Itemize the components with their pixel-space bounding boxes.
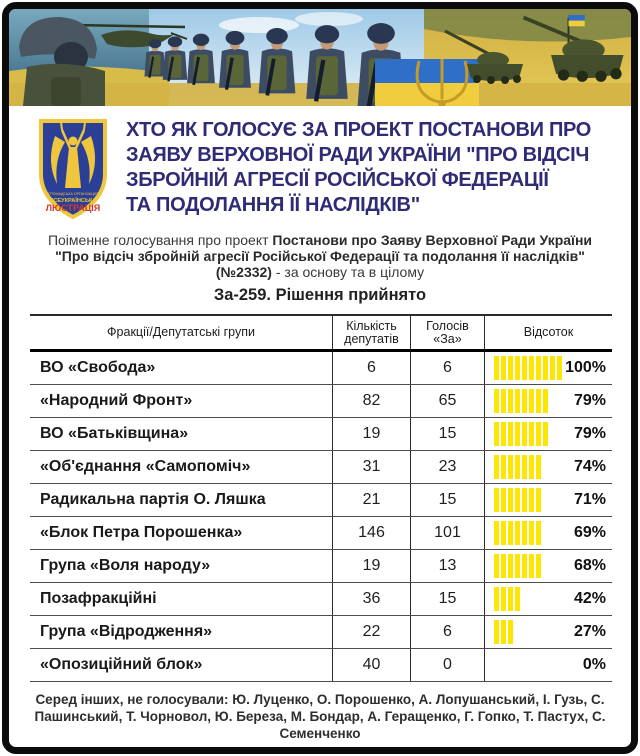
bar-segment xyxy=(515,389,520,413)
votes-for-count: 15 xyxy=(410,484,484,516)
bar-segment xyxy=(501,587,506,611)
votes-for-count: 65 xyxy=(410,385,484,417)
bar-segment xyxy=(529,521,534,545)
bar-segment xyxy=(522,455,527,479)
cloud xyxy=(219,17,299,33)
bar-segment xyxy=(515,488,520,512)
bar-segment xyxy=(522,554,527,578)
percent-bar xyxy=(494,356,562,380)
bar-segment xyxy=(494,587,499,611)
deputies-count: 6 xyxy=(332,352,410,384)
percent-label: 68% xyxy=(573,557,606,574)
title-line: ЗБРОЙНІЙ АГРЕСІЇ РОСІЙСЬКОЇ ФЕДЕРАЦІЇ xyxy=(126,169,549,191)
bar-segment xyxy=(550,356,555,380)
bar-segment xyxy=(529,455,534,479)
bar-segment xyxy=(494,521,499,545)
bar-segment xyxy=(536,422,541,446)
title-line: ХТО ЯК ГОЛОСУЄ ЗА ПРОЕКТ ПОСТАНОВИ ПРО xyxy=(126,119,592,141)
votes-for-count: 6 xyxy=(410,352,484,384)
bar-segment xyxy=(515,422,520,446)
table-header-row xyxy=(30,316,612,352)
percent-label: 74% xyxy=(573,458,606,475)
table-row xyxy=(30,583,612,616)
header-percent: Відсоток xyxy=(484,316,612,349)
percent-cell xyxy=(484,550,612,582)
bar-segment xyxy=(557,356,562,380)
percent-cell xyxy=(484,583,612,615)
votes-for-count: 23 xyxy=(410,451,484,483)
bar-segment xyxy=(515,554,520,578)
ukraine-flag-icon xyxy=(375,59,479,106)
bar-segment xyxy=(501,356,506,380)
votes-for-count: 15 xyxy=(410,583,484,615)
percent-label: 79% xyxy=(573,392,606,409)
logo-org-small: ГРОМАДСЬКА ОРГАНІЗАЦІЯ xyxy=(48,192,98,196)
voting-table xyxy=(30,314,612,682)
bar-segment xyxy=(515,455,520,479)
percent-cell xyxy=(484,517,612,549)
bar-segment xyxy=(494,455,499,479)
percent-cell xyxy=(484,484,612,516)
percent-bar xyxy=(494,521,541,545)
bar-segment xyxy=(508,587,513,611)
table-row xyxy=(30,616,612,649)
percent-cell xyxy=(484,649,612,681)
percent-label: 27% xyxy=(573,623,606,640)
bar-segment xyxy=(522,488,527,512)
percent-cell xyxy=(484,352,612,384)
vote-result: За-259. Рішення прийнято xyxy=(213,286,427,304)
table-rows xyxy=(30,352,612,682)
bar-segment xyxy=(536,356,541,380)
bar-segment xyxy=(515,587,520,611)
bar-segment xyxy=(508,422,513,446)
bar-segment xyxy=(529,554,534,578)
percent-cell xyxy=(484,451,612,483)
cloud xyxy=(295,12,363,26)
bar-segment xyxy=(501,422,506,446)
bar-segment xyxy=(508,455,513,479)
table-row xyxy=(30,550,612,583)
percent-cell xyxy=(484,418,612,450)
bar-segment xyxy=(529,422,534,446)
bar-segment xyxy=(529,356,534,380)
intro-suffix: - за основу та в цілому xyxy=(271,264,425,280)
table-row xyxy=(30,418,612,451)
percent-label: 69% xyxy=(573,524,606,541)
bar-segment xyxy=(501,488,506,512)
votes-for-count: 6 xyxy=(410,616,484,648)
bar-segment xyxy=(515,521,520,545)
table-row xyxy=(30,517,612,550)
table-row xyxy=(30,385,612,418)
bar-segment xyxy=(494,488,499,512)
percent-label: 79% xyxy=(573,425,606,442)
votes-for-count: 13 xyxy=(410,550,484,582)
percent-label: 0% xyxy=(582,656,606,673)
percent-label: 100% xyxy=(565,359,606,376)
logo-org-name: ЛЮСТРАЦІЯ xyxy=(45,203,101,213)
title-line: ТА ПОДОЛАННЯ ЇЇ НАСЛІДКІВ" xyxy=(126,194,420,216)
deputies-count: 19 xyxy=(332,418,410,450)
bar-segment xyxy=(508,620,513,644)
bar-segment xyxy=(536,389,541,413)
lustration-logo xyxy=(33,116,113,220)
bar-segment xyxy=(501,620,506,644)
deputies-count: 40 xyxy=(332,649,410,681)
votes-for-count: 15 xyxy=(410,418,484,450)
faction-name: ВО «Батьківщина» xyxy=(40,425,189,442)
bar-segment xyxy=(522,521,527,545)
bar-segment xyxy=(501,455,506,479)
bar-segment xyxy=(543,356,548,380)
intro-bold: Постанови про Заяву Верховної Ради України "Про відсіч збройній агресії Російської Федерації та подолання її наслідків" (№2332) xyxy=(55,232,593,280)
faction-name: Позафракційні xyxy=(40,590,157,607)
bar-segment xyxy=(508,356,513,380)
deputies-count: 82 xyxy=(332,385,410,417)
faction-name: «Опозиційний блок» xyxy=(40,656,203,673)
deputies-count: 31 xyxy=(332,451,410,483)
table-row xyxy=(30,649,612,682)
header-photo-banner xyxy=(9,9,631,106)
table-row xyxy=(30,451,612,484)
deputies-count: 36 xyxy=(332,583,410,615)
bar-segment xyxy=(529,389,534,413)
votes-for-count: 0 xyxy=(410,649,484,681)
header-factions: Фракції/Депутатські групи xyxy=(107,325,255,339)
footer-note: Серед інших, не голосували: Ю. Луценко, О. Порошенко, А. Лопушанський, І. Гузь, С. Пашинський, Т. Чорновол, Ю. Береза, М. Бондар, А. Геращенко, Г. Гопко, Т. Пастух, С. Семенченко xyxy=(34,692,606,741)
bar-segment xyxy=(515,356,520,380)
percent-cell xyxy=(484,385,612,417)
bar-segment xyxy=(501,554,506,578)
deputies-count: 21 xyxy=(332,484,410,516)
percent-bar xyxy=(494,488,541,512)
bar-segment xyxy=(501,521,506,545)
bar-segment xyxy=(508,488,513,512)
bar-segment xyxy=(529,488,534,512)
faction-name: ВО «Свобода» xyxy=(40,359,156,376)
faction-name: Група «Відродження» xyxy=(40,623,213,640)
bar-segment xyxy=(543,389,548,413)
banner-collage xyxy=(9,9,631,106)
intro-prefix: Поіменне голосування про проект xyxy=(47,232,273,248)
bar-segment xyxy=(494,389,499,413)
logo-org-mid: ВСЕУКРАЇНСЬКА xyxy=(49,198,97,204)
title-section xyxy=(9,106,631,224)
bar-segment xyxy=(494,554,499,578)
percent-bar xyxy=(494,455,541,479)
deputies-count: 146 xyxy=(332,517,410,549)
bar-segment xyxy=(522,422,527,446)
bar-segment xyxy=(522,356,527,380)
percent-bar xyxy=(494,422,548,446)
page-title xyxy=(126,118,591,218)
faction-name: «Народний Фронт» xyxy=(40,392,193,409)
bar-segment xyxy=(536,488,541,512)
bar-segment xyxy=(494,356,499,380)
faction-name: Група «Воля народу» xyxy=(40,557,211,574)
intro-paragraph xyxy=(31,232,609,280)
percent-bar xyxy=(494,620,513,644)
bar-segment xyxy=(536,455,541,479)
bar-segment xyxy=(522,389,527,413)
header-votes-for: Голосів «За» xyxy=(410,316,484,349)
bar-segment xyxy=(508,389,513,413)
bar-segment xyxy=(501,389,506,413)
faction-name: «Блок Петра Порошенка» xyxy=(40,524,243,541)
infographic-frame xyxy=(2,2,638,754)
percent-bar xyxy=(494,587,520,611)
bar-segment xyxy=(508,521,513,545)
bar-segment xyxy=(543,422,548,446)
bar-segment xyxy=(536,521,541,545)
percent-bar xyxy=(494,554,541,578)
deputies-count: 19 xyxy=(332,550,410,582)
faction-name: Радикальна партія О. Ляшка xyxy=(40,491,266,508)
header-deputies: Кількість депутатів xyxy=(332,316,410,349)
percent-bar xyxy=(494,389,548,413)
percent-cell xyxy=(484,616,612,648)
percent-label: 42% xyxy=(573,590,606,607)
title-line: ЗАЯВУ ВЕРХОВНОЇ РАДИ УКРАЇНИ "ПРО ВІДСІЧ xyxy=(126,144,590,166)
bar-segment xyxy=(494,620,499,644)
votes-for-count: 101 xyxy=(410,517,484,549)
bar-segment xyxy=(536,554,541,578)
table-row xyxy=(30,352,612,385)
bar-segment xyxy=(508,554,513,578)
faction-name: «Об'єднання «Самопоміч» xyxy=(40,458,251,475)
table-row xyxy=(30,484,612,517)
bar-segment xyxy=(494,422,499,446)
deputies-count: 22 xyxy=(332,616,410,648)
percent-label: 71% xyxy=(573,491,606,508)
